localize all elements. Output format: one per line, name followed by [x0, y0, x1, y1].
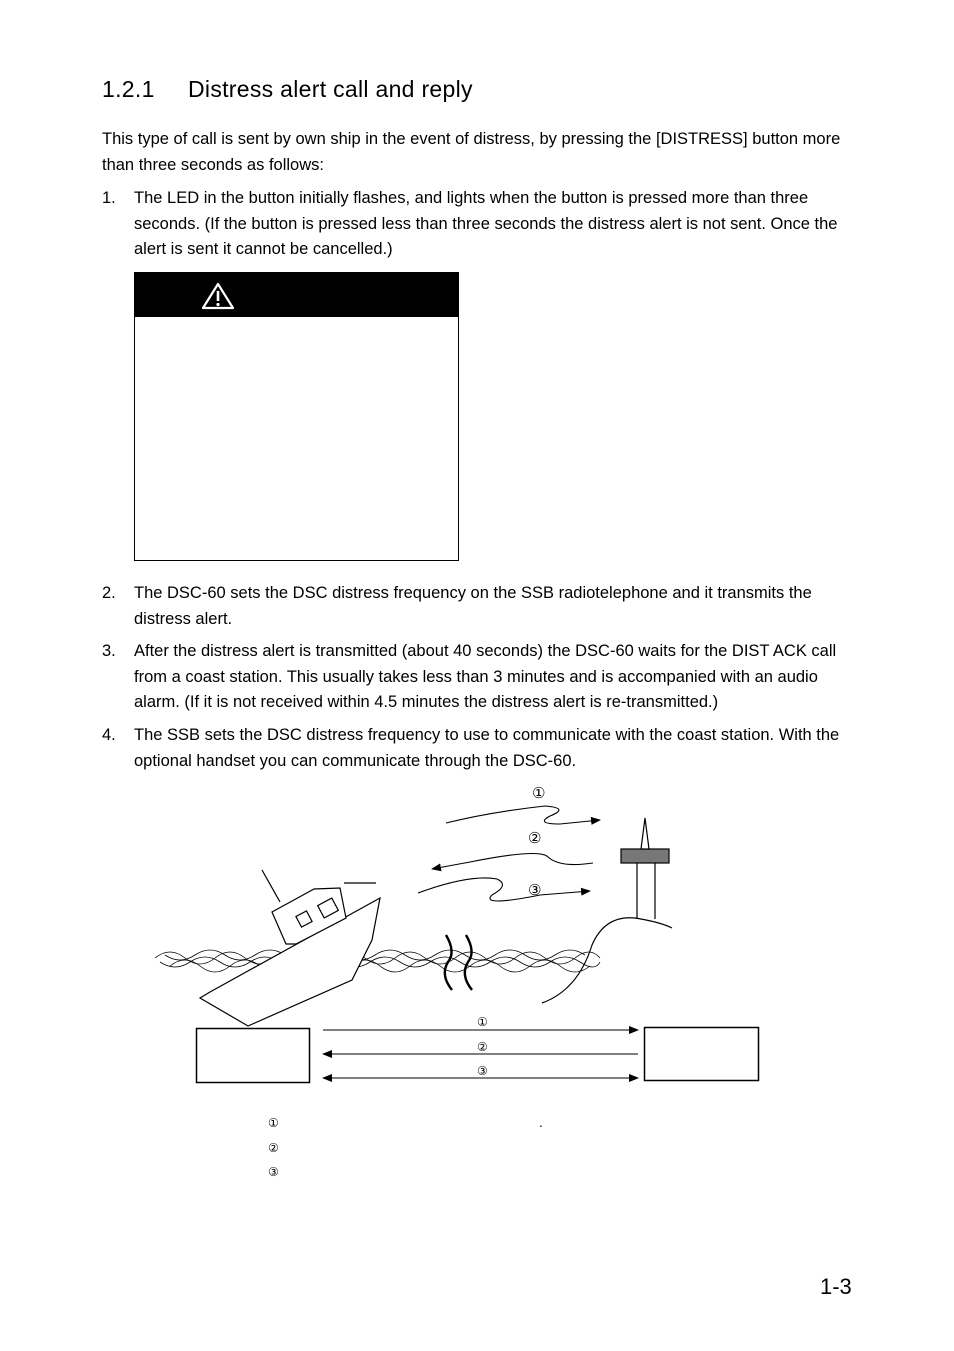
page-number: 1-3: [820, 1274, 852, 1299]
step-number: 4.: [102, 726, 116, 744]
coast-station-box: [645, 1028, 759, 1081]
sequence-marker-3: ③: [477, 1064, 488, 1078]
sea-waves: [155, 950, 600, 972]
signal-marker-2: ②: [528, 829, 542, 847]
section-title: Distress alert call and reply: [188, 76, 473, 102]
coast-station-icon: [542, 818, 672, 1003]
sequence-marker-1: ①: [477, 1015, 488, 1029]
step-text: The DSC-60 sets the DSC distress frequency on the SSB radiotelephone and it transmits the distress alert.: [134, 584, 812, 628]
signal-marker-1: ①: [532, 784, 546, 802]
step-text: The SSB sets the DSC distress frequency to use to communicate with the coast station. With the optional handset you can communicate through the DSC-60.: [134, 726, 840, 770]
splash-marks: [445, 935, 472, 990]
step-number: 2.: [102, 584, 116, 602]
intro-paragraph: This type of call is sent by own ship in the event of distress, by pressing the [DISTRESS] button more than three seconds as follows:: [102, 130, 841, 174]
radio-signals: [418, 806, 600, 901]
ship-icon: [200, 870, 380, 1026]
sequence-marker-2: ②: [477, 1040, 488, 1054]
step-number: 3.: [102, 642, 116, 660]
legend-dot: .: [539, 1116, 543, 1130]
step-text: The LED in the button initially flashes, and lights when the button is pressed more than three seconds. (If the button is pressed less than three seconds the distress alert is not sent. Once the alert is sent it cannot be cancelled.): [134, 189, 838, 258]
legend-marker-1: ①: [268, 1116, 279, 1130]
step-text: After the distress alert is transmitted (about 40 seconds) the DSC-60 waits for the DIST ACK call from a coast station. This usually takes less than 3 minutes and is accompanied with an audio alarm. (If it is not received within 4.5 minutes the distress alert is re-transmitted.): [134, 642, 837, 711]
legend-marker-2: ②: [268, 1141, 279, 1155]
signal-marker-3: ③: [528, 881, 542, 899]
ship-station-box: [197, 1029, 310, 1083]
section-number: 1.2.1: [102, 76, 155, 102]
legend-marker-3: ③: [268, 1165, 279, 1179]
step-number: 1.: [102, 189, 116, 207]
